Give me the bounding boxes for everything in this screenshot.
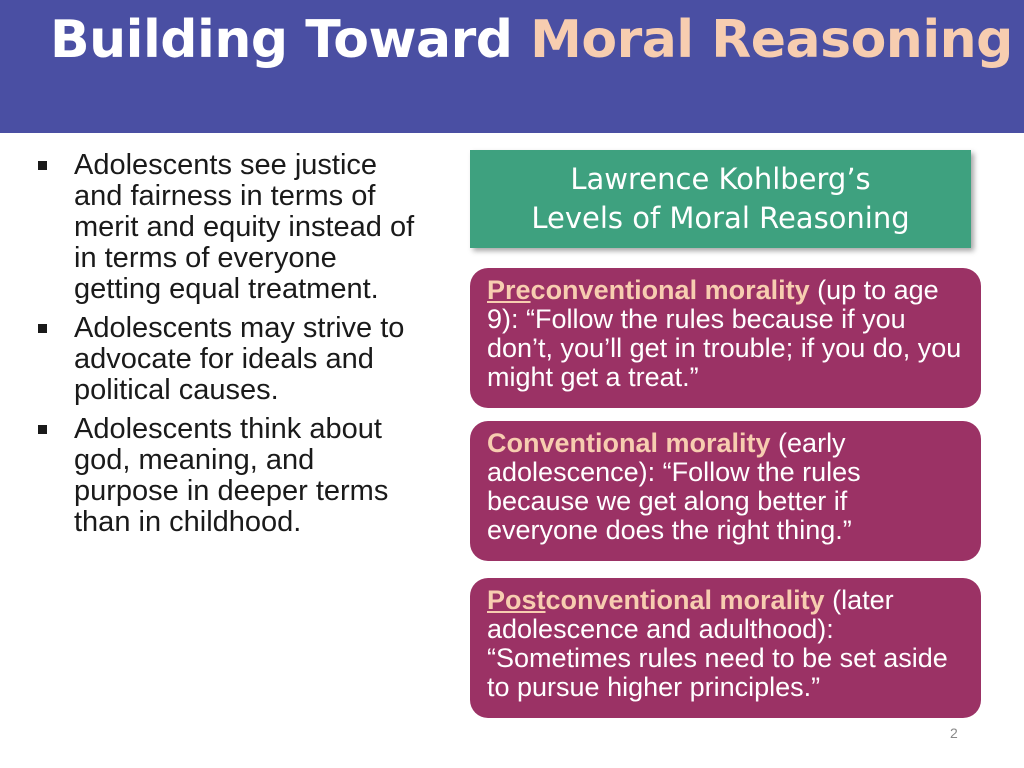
level-name [487,428,771,458]
level-description: (up to age 9): “Follow the rules because if you don’t, you’ll get in trouble; if you do, you might get a treat.” [487,275,962,392]
title-part-1: Building Toward [50,10,513,70]
level-prefix: Pre [487,275,531,305]
bullet-item [36,150,416,305]
level-name [487,585,825,615]
square-bullet-icon [38,324,47,333]
page-number: 2 [950,725,958,741]
bullet-list [36,150,416,546]
kohlberg-header-box [470,150,971,248]
bullet-text: Adolescents see justice and fairness in terms of merit and equity instead of in terms of everyone getting equal treatment. [74,149,415,305]
level-description: (later adolescence and adulthood): “Sometimes rules need to be set aside to pursue higher principles.” [487,585,948,702]
level-prefix: Post [487,585,546,615]
square-bullet-icon [38,425,47,434]
header-line-1: Lawrence Kohlberg’s [570,162,871,196]
bullet-item [36,414,416,538]
header-line-2: Levels of Moral Reasoning [531,201,910,235]
level-box-preconventional [470,268,981,408]
title-bar [0,0,1024,133]
bullet-text: Adolescents think about god, meaning, and purpose in deeper terms than in childhood. [74,413,389,538]
square-bullet-icon [38,161,47,170]
bullet-item [36,313,416,406]
level-name [487,275,810,305]
level-name-rest: conventional morality [530,275,810,305]
level-box-postconventional [470,578,981,718]
level-name-rest: conventional morality [545,585,825,615]
level-description: (early adolescence): “Follow the rules because we get along better if everyone does the right thing.” [487,428,861,545]
bullet-text: Adolescents may strive to advocate for ideals and political causes. [74,312,405,406]
title-part-2: Moral Reasoning [530,10,1013,70]
slide-title [50,10,1013,70]
level-name-rest: Conventional morality [487,428,771,458]
level-box-conventional [470,421,981,561]
